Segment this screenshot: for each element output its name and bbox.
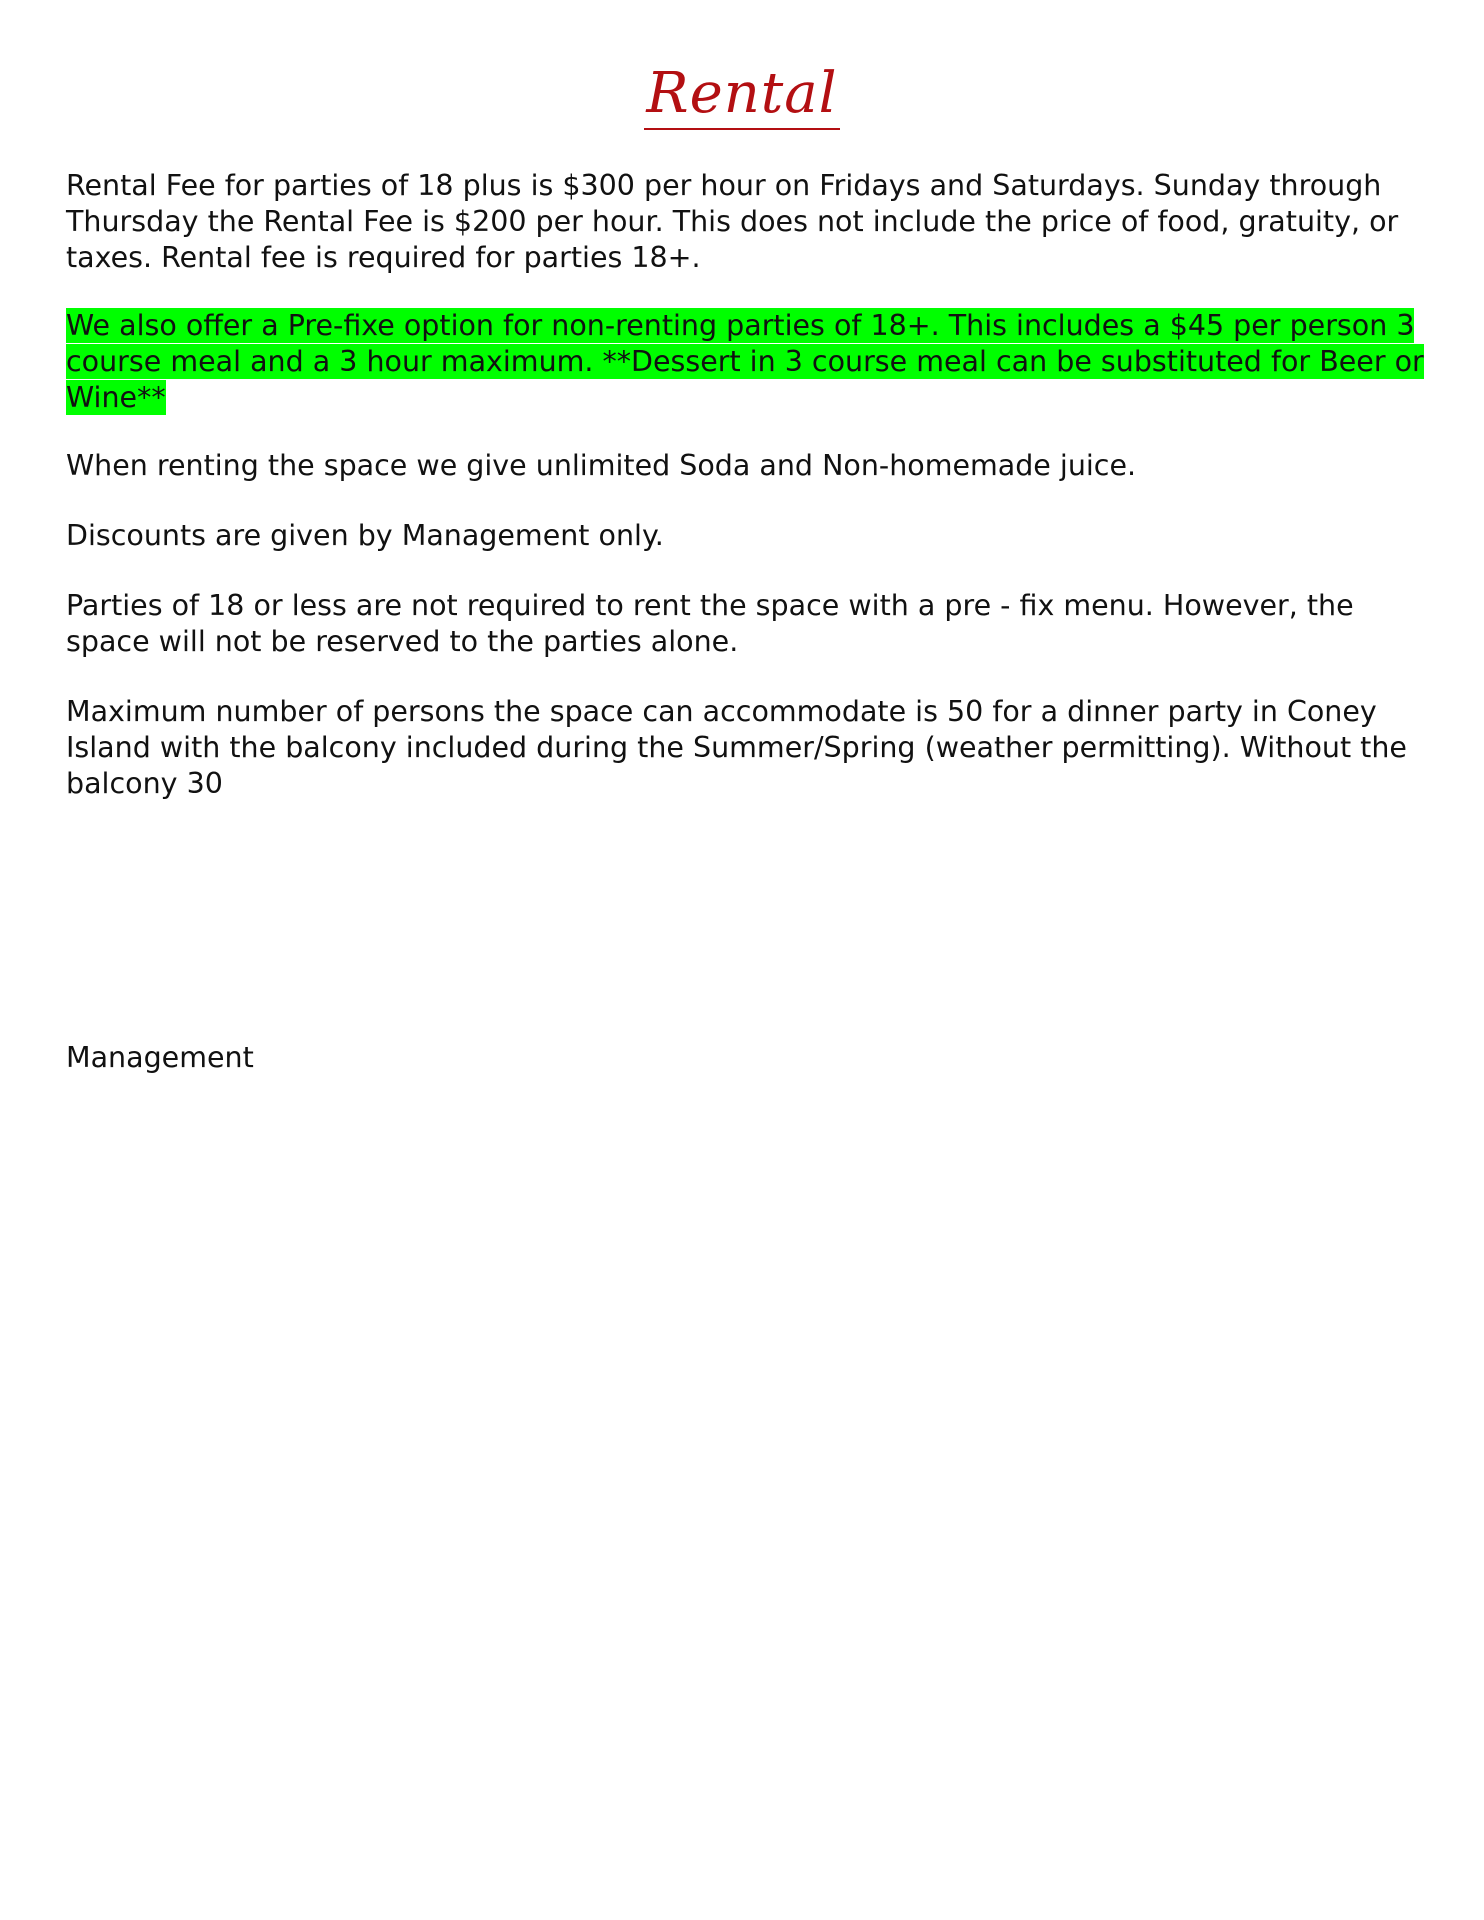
discounts-paragraph: Discounts are given by Management only. [66, 519, 664, 552]
signature: Management [66, 1041, 254, 1074]
max-capacity-paragraph: Maximum number of persons the space can accommodate is 50 for a dinner party in Coney Island with the balcony included during the Summer/Spring (weather permitting). Without the balcony 30 [66, 695, 1407, 800]
small-parties-paragraph: Parties of 18 or less are not required to rent the space with a pre - fix menu. However, the space will not be reserved to the parties alone. [66, 589, 1354, 658]
highlighted-text: We also offer a Pre-fixe option for non-renting parties of 18+. This includes a $45 per person 3 course meal and a 3 hour maximum. **Dessert in 3 course meal can be substituted for Beer or Wine** [66, 309, 1424, 414]
prefixe-option-paragraph [66, 308, 1426, 416]
soda-juice-paragraph: When renting the space we give unlimited Soda and Non-homemade juice. [66, 449, 1137, 482]
page-title [0, 60, 1484, 130]
rental-fee-paragraph: Rental Fee for parties of 18 plus is $300 per hour on Fridays and Saturdays. Sunday through Thursday the Rental Fee is $200 per hour. This does not include the price of food, gratuity, or taxes. Rental fee is required for parties 18+. [66, 169, 1399, 274]
page-title-text: Rental [644, 60, 839, 130]
